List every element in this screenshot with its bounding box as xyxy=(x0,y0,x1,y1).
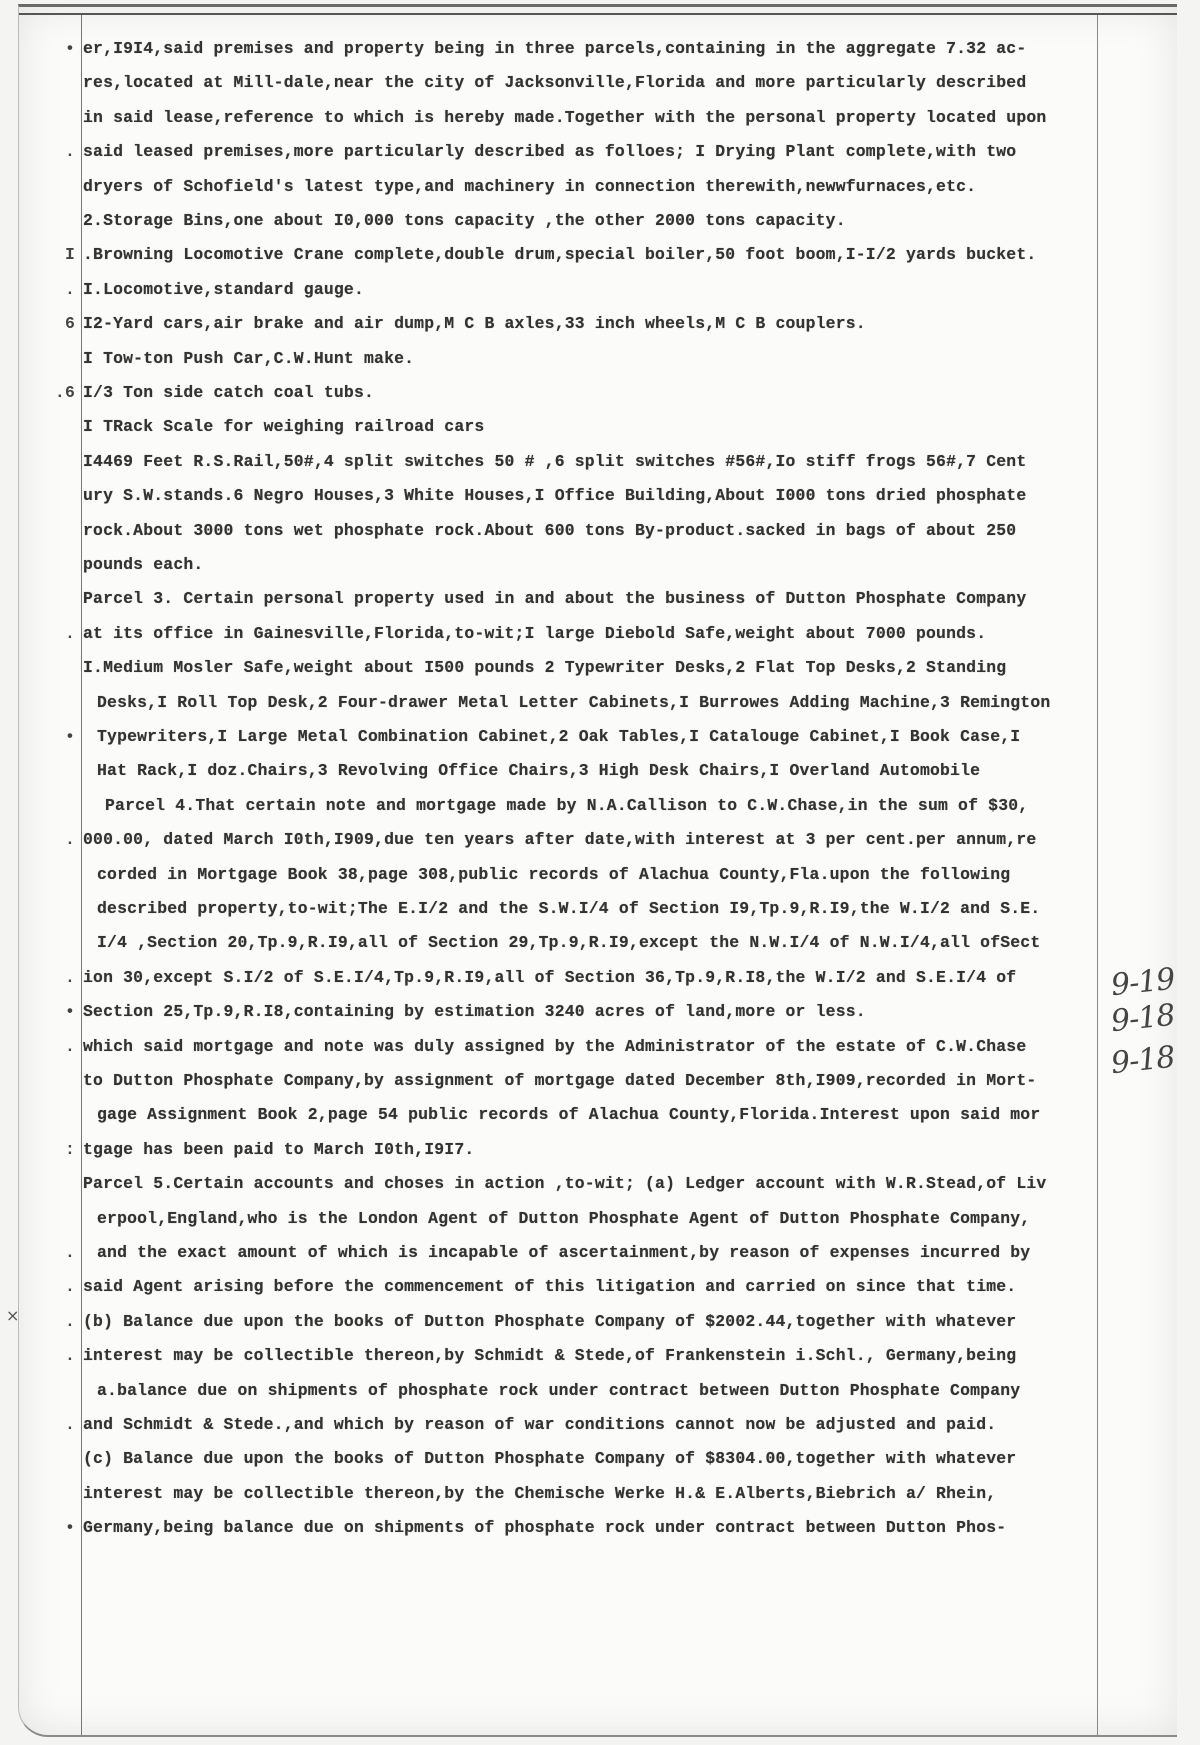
line-text: tgage has been paid to March I0th,I9I7. xyxy=(83,1139,475,1159)
line-text: dryers of Schofield's latest type,and machinery in connection therewith,newwfurnaces,etc. xyxy=(83,176,977,196)
text-line xyxy=(19,1069,1119,1093)
margin-mark: . xyxy=(64,1311,75,1331)
text-line xyxy=(19,1103,1119,1127)
line-text: and Schmidt & Stede.,and which by reason of war conditions cannot now be adjusted and paid. xyxy=(83,1415,997,1434)
line-text: at its office in Gainesville,Florida,to-wit;I large Diebold Safe,weight about 7000 pounds. xyxy=(83,623,987,643)
text-line xyxy=(19,278,1119,302)
text-line xyxy=(19,863,1119,887)
line-text: (c) Balance due upon the books of Dutton Phosphate Company of $8304.00,together with whatever xyxy=(83,1449,1017,1469)
line-text: a.balance due on shipments of phosphate rock under contract between Dutton Phosphate Company xyxy=(97,1380,1021,1400)
line-text: to Dutton Phosphate Company,by assignment of mortgage dated December 8th,I909,recorded in Mort- xyxy=(83,1071,1037,1090)
line-text: ion 30,except S.I/2 of S.E.I/4,Tp.9,R.I9,all of Section 36,Tp.9,R.I8,the W.I/2 and S.E.I/4 of xyxy=(83,967,1017,987)
margin-mark: . xyxy=(64,623,75,643)
text-line xyxy=(19,1035,1119,1059)
text-line xyxy=(19,759,1119,783)
line-text: interest may be collectible thereon,by the Chemische Werke H.& E.Alberts,Biebrich a/ Rhein, xyxy=(83,1483,997,1503)
text-line xyxy=(19,897,1119,921)
text-line xyxy=(19,37,1119,61)
line-text: Parcel 4.That certain note and mortgage made by N.A.Callison to C.W.Chase,in the sum of $30, xyxy=(105,795,1029,815)
text-line xyxy=(19,622,1119,646)
text-line xyxy=(19,484,1119,508)
line-text: I.Locomotive,standard gauge. xyxy=(83,279,365,299)
text-line xyxy=(19,1172,1119,1196)
text-line xyxy=(19,725,1119,749)
line-text: which said mortgage and note was duly assigned by the Administrator of the estate of C.W.Chase xyxy=(83,1036,1027,1056)
text-line xyxy=(19,381,1119,405)
line-text: Desks,I Roll Top Desk,2 Four-drawer Metal Letter Cabinets,I Burrowes Adding Machine,3 Remington xyxy=(97,692,1051,712)
line-text: corded in Mortgage Book 38,page 308,public records of Alachua County,Fla.upon the following xyxy=(97,864,1011,884)
line-text: Section 25,Tp.9,R.I8,containing by estimation 3240 acres of land,more or less. xyxy=(83,1002,866,1022)
line-text: Germany,being balance due on shipments of phosphate rock under contract between Dutton Phos- xyxy=(83,1518,1007,1538)
line-text: (b) Balance due upon the books of Dutton Phosphate Company of $2002.44,together with whatever xyxy=(83,1311,1017,1331)
margin-mark: . xyxy=(64,1415,75,1434)
text-line xyxy=(19,794,1119,818)
text-line xyxy=(19,966,1119,990)
line-text: interest may be collectible thereon,by Schmidt & Stede,of Frankenstein i.Schl., Germany,being xyxy=(83,1346,1017,1366)
line-text: I/3 Ton side catch coal tubs. xyxy=(83,383,375,402)
line-text: .Browning Locomotive Crane complete,double drum,special boiler,50 foot boom,I-I/2 yards bucket. xyxy=(83,245,1037,265)
line-text: I/4 ,Section 20,Tp.9,R.I9,all of Section 29,Tp.9,R.I9,except the N.W.I/4 of N.W.I/4,all ofSect xyxy=(97,933,1041,953)
line-text: I Tow-ton Push Car,C.W.Hunt make. xyxy=(83,348,415,368)
text-line xyxy=(19,450,1119,474)
text-line xyxy=(19,828,1119,852)
text-line xyxy=(19,140,1119,164)
margin-mark: : xyxy=(64,1139,75,1159)
text-line xyxy=(19,931,1119,955)
text-line xyxy=(19,1344,1119,1368)
text-line xyxy=(19,1447,1119,1471)
line-text: rock.About 3000 tons wet phosphate rock.About 600 tons By-product.sacked in bags of about 250 xyxy=(83,520,1017,540)
margin-mark: • xyxy=(64,39,75,58)
margin-mark: . xyxy=(64,1346,75,1366)
text-line xyxy=(19,1413,1119,1437)
margin-mark: • xyxy=(64,727,75,746)
line-text: I TRack Scale for weighing railroad cars xyxy=(83,417,485,437)
line-text: ury S.W.stands.6 Negro Houses,3 White Houses,I Office Building,About I000 tons dried phosphate xyxy=(83,486,1027,506)
margin-mark: I xyxy=(64,245,75,265)
text-line xyxy=(19,656,1119,680)
document-page xyxy=(18,4,1177,1737)
text-line xyxy=(19,312,1119,336)
line-text: I.Medium Mosler Safe,weight about I500 pounds 2 Typewriter Desks,2 Flat Top Desks,2 Standing xyxy=(83,658,1007,678)
text-line xyxy=(19,175,1119,199)
text-line xyxy=(19,1379,1119,1403)
margin-mark: • xyxy=(64,1002,75,1022)
line-text: Typewriters,I Large Metal Combination Cabinet,2 Oak Tables,I Catalouge Cabinet,I Book Case,I xyxy=(97,727,1021,746)
margin-mark: . xyxy=(64,1036,75,1056)
text-line xyxy=(19,691,1119,715)
line-text: I2-Yard cars,air brake and air dump,M C B axles,33 inch wheels,M C B couplers. xyxy=(83,314,866,334)
text-line xyxy=(19,71,1119,95)
line-text: said leased premises,more particularly described as folloes; I Drying Plant complete,with two xyxy=(83,142,1017,162)
line-text: pounds each. xyxy=(83,555,204,574)
margin-mark: . xyxy=(64,967,75,987)
line-text: said Agent arising before the commencement of this litigation and carried on since that time. xyxy=(83,1277,1017,1297)
margin-mark: . xyxy=(64,279,75,299)
margin-mark: 6 xyxy=(64,314,75,334)
text-line xyxy=(19,1516,1119,1540)
text-line xyxy=(19,243,1119,267)
line-text: gage Assignment Book 2,page 54 public records of Alachua County,Florida.Interest upon said mor xyxy=(97,1105,1041,1125)
text-line xyxy=(19,1138,1119,1162)
text-line xyxy=(19,106,1119,130)
text-line xyxy=(19,1241,1119,1265)
cross-mark: × xyxy=(6,1306,20,1325)
text-line xyxy=(19,587,1119,611)
margin-mark: . xyxy=(64,1243,75,1262)
margin-mark: .6 xyxy=(54,383,75,402)
text-line xyxy=(19,1310,1119,1334)
text-line xyxy=(19,1275,1119,1299)
text-line xyxy=(19,1482,1119,1506)
line-text: Parcel 3. Certain personal property used in and about the business of Dutton Phosphate Company xyxy=(83,589,1027,609)
line-text: res,located at Mill-dale,near the city of Jacksonville,Florida and more particularly described xyxy=(83,73,1027,93)
line-text: er,I9I4,said premises and property being in three parcels,containing in the aggregate 7.32 ac- xyxy=(83,39,1027,58)
line-text: I4469 Feet R.S.Rail,50#,4 split switches 50 # ,6 split switches #56#,Io stiff frogs 56#,7 Cent xyxy=(83,451,1027,471)
top-rule xyxy=(19,13,1177,15)
margin-mark: • xyxy=(64,1518,75,1538)
line-text: Parcel 5.Certain accounts and choses in action ,to-wit; (a) Ledger account with W.R.Stead,of Liv xyxy=(83,1174,1047,1194)
margin-mark: . xyxy=(64,142,75,162)
line-text: erpool,England,who is the London Agent of Dutton Phosphate Agent of Dutton Phosphate Company, xyxy=(97,1208,1031,1228)
margin-note: 9-18 xyxy=(1109,997,1177,1040)
line-text: and the exact amount of which is incapable of ascertainment,by reason of expenses incurred by xyxy=(97,1243,1031,1262)
margin-note: 9-19 xyxy=(1109,961,1177,1004)
line-text: in said lease,reference to which is hereby made.Together with the personal property located upon xyxy=(83,107,1047,127)
text-line xyxy=(19,209,1119,233)
text-line xyxy=(19,1000,1119,1024)
line-text: described property,to-wit;The E.I/2 and the S.W.I/4 of Section I9,Tp.9,R.I9,the W.I/2 and S.E. xyxy=(97,899,1041,918)
margin-note: 9-18 xyxy=(1109,1039,1177,1082)
margin-mark: . xyxy=(64,1277,75,1297)
text-line xyxy=(19,415,1119,439)
line-text: Hat Rack,I doz.Chairs,3 Revolving Office Chairs,3 High Desk Chairs,I Overland Automobile xyxy=(97,761,981,781)
text-line xyxy=(19,519,1119,543)
text-line xyxy=(19,347,1119,371)
line-text: 000.00, dated March I0th,I909,due ten years after date,with interest at 3 per cent.per annum,re xyxy=(83,830,1037,850)
text-line xyxy=(19,553,1119,577)
line-text: 2.Storage Bins,one about I0,000 tons capacity ,the other 2000 tons capacity. xyxy=(83,211,846,230)
margin-mark: . xyxy=(64,830,75,850)
text-line xyxy=(19,1207,1119,1231)
